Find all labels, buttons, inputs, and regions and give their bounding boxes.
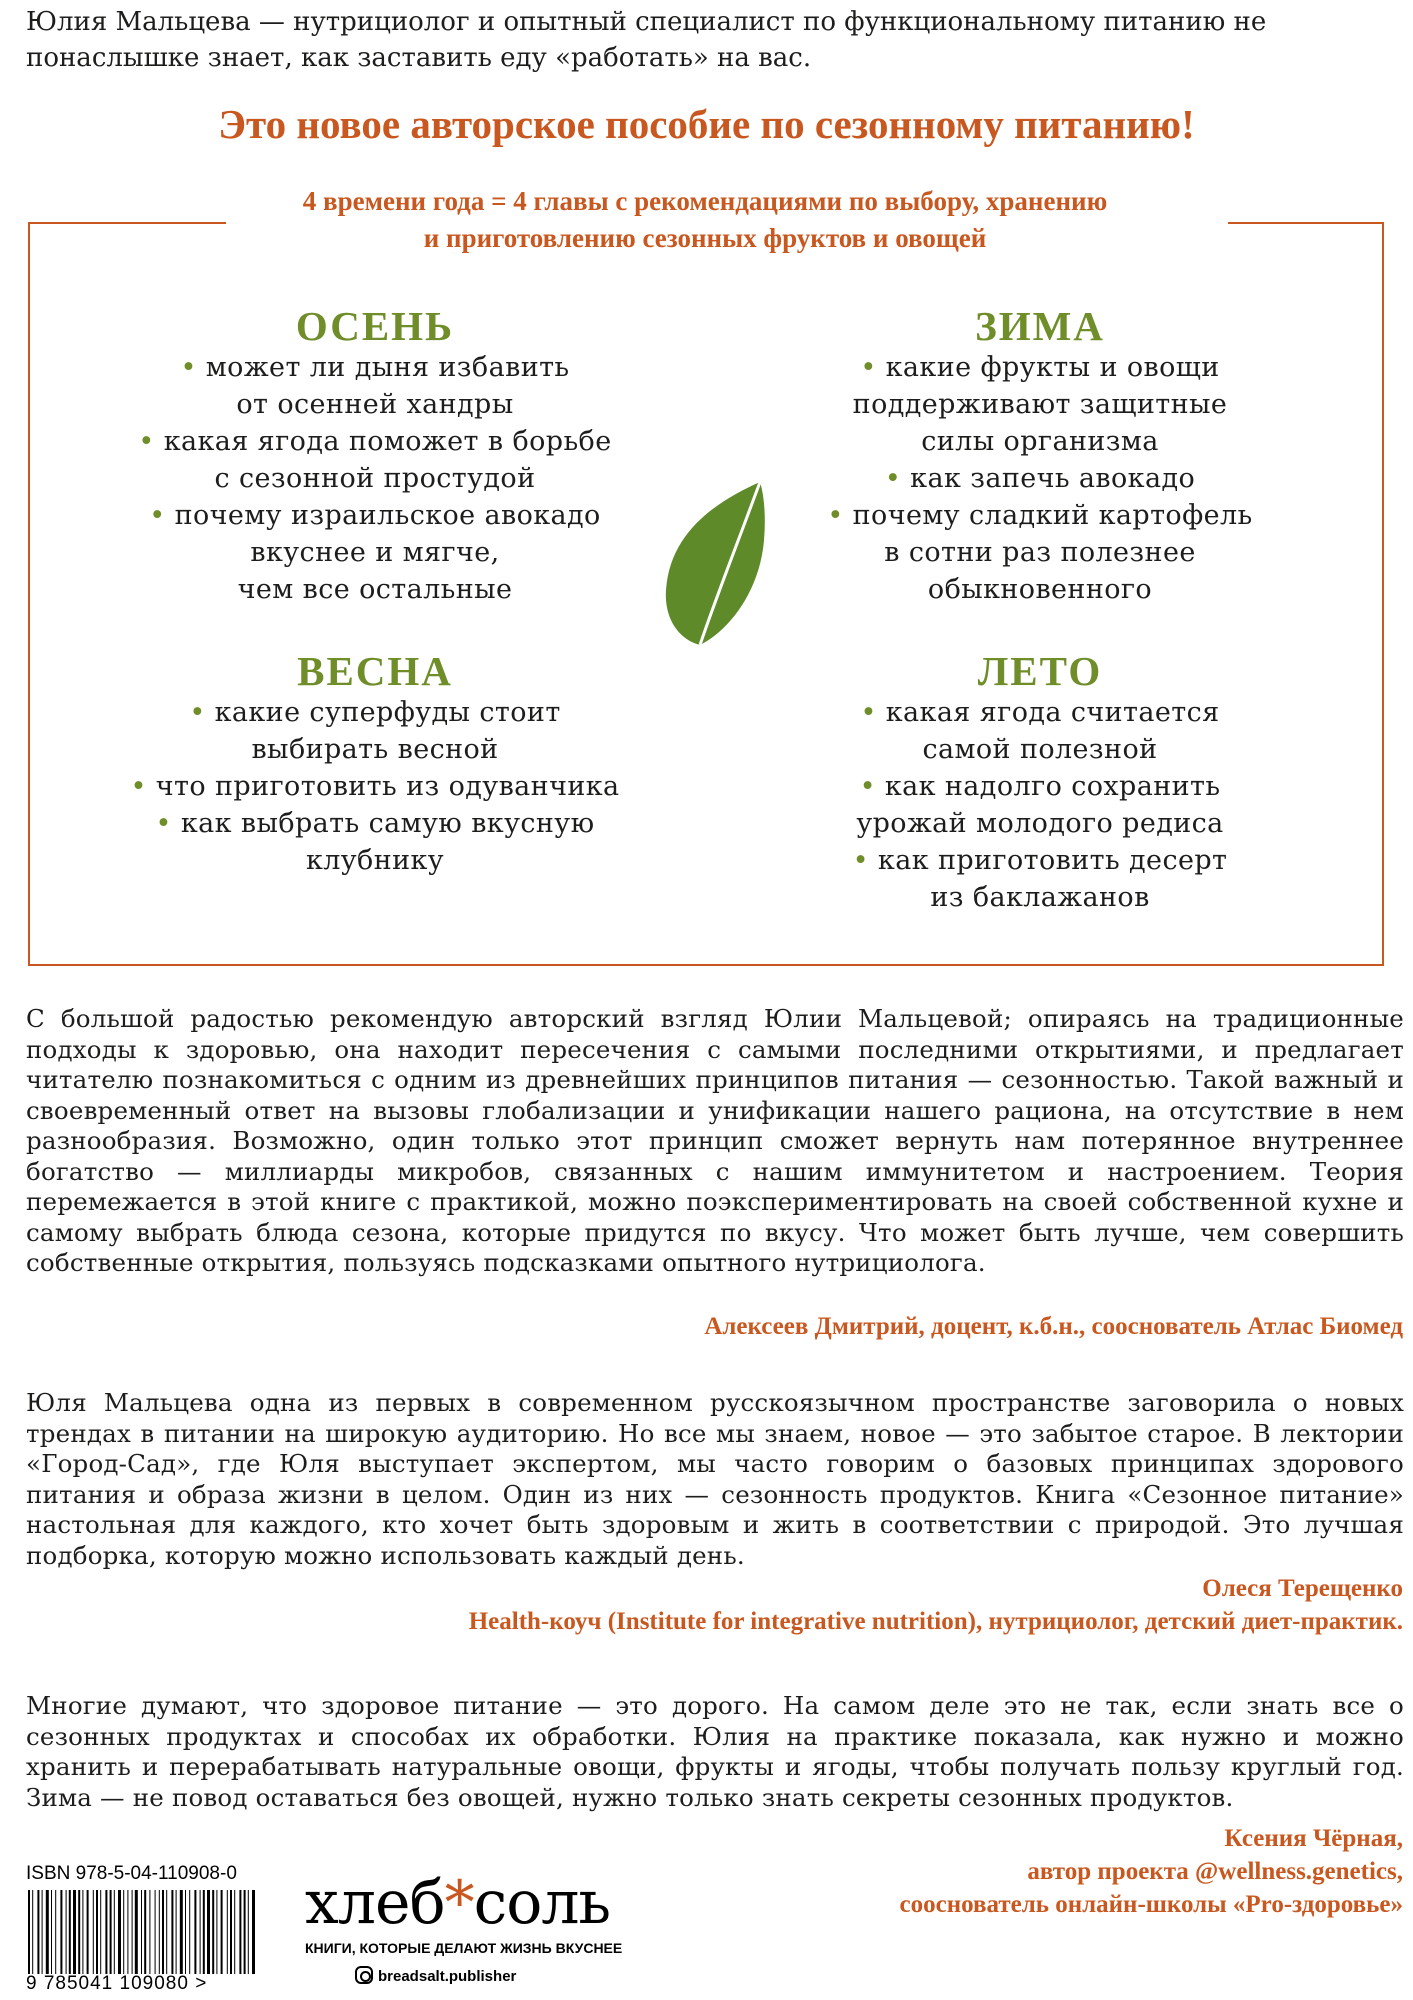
logo-left: хлеб bbox=[305, 1868, 445, 1938]
barcode-bar bbox=[96, 1890, 98, 1974]
barcode-bar bbox=[32, 1890, 33, 1974]
review-1-author: Алексеев Дмитрий, доцент, к.б.н., сооснователь Атлас Биомед bbox=[704, 1313, 1403, 1340]
barcode bbox=[26, 1890, 256, 1976]
barcode-bar bbox=[93, 1890, 94, 1974]
publisher-tagline: КНИГИ, КОТОРЫЕ ДЕЛАЮТ ЖИЗНЬ ВКУСНЕЕ bbox=[305, 1940, 623, 1956]
headline: Это новое авторское пособие по сезонному питанию! bbox=[218, 101, 1195, 147]
barcode-bar bbox=[185, 1890, 186, 1974]
list-item: • почему сладкий картофель в сотни раз полезнее обыкновенного bbox=[740, 497, 1340, 608]
subtitle-line-1: 4 времени года = 4 главы с рекомендациями по выбору, хранению bbox=[302, 186, 1108, 216]
review-3-author-line2: автор проекта @wellness.genetics, bbox=[1027, 1858, 1403, 1885]
barcode-bar bbox=[212, 1890, 214, 1974]
barcode-bar bbox=[252, 1890, 255, 1974]
barcode-number: 9 785041 109080 > bbox=[26, 1973, 208, 1994]
barcode-bar bbox=[230, 1890, 232, 1974]
barcode-bar bbox=[135, 1890, 138, 1974]
barcode-bar bbox=[176, 1890, 177, 1974]
barcode-bar bbox=[28, 1890, 30, 1974]
barcode-bar bbox=[42, 1890, 43, 1974]
list-item: • как выбрать самую вкусную клубнику bbox=[75, 805, 675, 879]
barcode-bar bbox=[239, 1890, 241, 1974]
barcode-bar bbox=[60, 1890, 62, 1974]
list-item: • какие суперфуды стоит выбирать весной bbox=[75, 694, 675, 768]
barcode-bar bbox=[159, 1890, 160, 1974]
barcode-bar bbox=[69, 1890, 71, 1974]
barcode-bar bbox=[55, 1890, 56, 1974]
barcode-bar bbox=[141, 1890, 142, 1974]
season-title-summer: ЛЕТО bbox=[977, 648, 1103, 694]
barcode-bar bbox=[227, 1890, 228, 1974]
barcode-bar bbox=[110, 1890, 112, 1974]
review-2-text: Юля Мальцева одна из первых в современном русскоязычном пространстве заговорила о новых трендах в питании на широкую аудиторию. Но все мы знаем, новое — это забытое старое. В лектории «Город-Сад», где Юля выступает экспертом, мы часто говорим о базовых принципах здорового питания и образа жизни в целом. Один из них — сезонность продуктов. Книга «Сезонное питание» настольная для каждого, кто хочет быть здоровым и жить в соответствии с природой. Это лучшая подборка, которую можно использовать каждый день. bbox=[26, 1388, 1404, 1570]
barcode-bar bbox=[248, 1890, 249, 1974]
season-winter bbox=[740, 303, 1340, 608]
season-summer bbox=[740, 648, 1340, 916]
barcode-bar bbox=[203, 1890, 205, 1974]
barcode-bar bbox=[194, 1890, 196, 1974]
barcode-bar bbox=[82, 1890, 83, 1974]
barcode-bar bbox=[149, 1890, 150, 1974]
list-item: • почему израильское авокадо вкуснее и мягче, чем все остальные bbox=[75, 497, 675, 608]
review-2-author bbox=[469, 1572, 1403, 1638]
season-title-spring: ВЕСНА bbox=[297, 648, 453, 694]
season-title-autumn: ОСЕНЬ bbox=[295, 303, 455, 349]
leaf-icon bbox=[660, 480, 770, 650]
barcode-bar bbox=[87, 1890, 89, 1974]
instagram-handle: breadsalt.publisher bbox=[378, 1968, 517, 1985]
list-item: • как приготовить десерт из баклажанов bbox=[740, 842, 1340, 916]
barcode-bar bbox=[180, 1890, 183, 1974]
review-3-author bbox=[900, 1822, 1404, 1921]
barcode-bar bbox=[66, 1890, 67, 1974]
barcode-bar bbox=[123, 1890, 124, 1974]
barcode-bar bbox=[166, 1890, 167, 1974]
barcode-bar bbox=[132, 1890, 133, 1974]
barcode-bar bbox=[118, 1890, 121, 1974]
barcode-bar bbox=[221, 1890, 223, 1974]
subtitle-line-2: и приготовлению сезонных фруктов и овощей bbox=[423, 223, 987, 253]
barcode-bar bbox=[162, 1890, 164, 1974]
subtitle bbox=[180, 183, 1230, 257]
review-3-author-name: Ксения Чёрная, bbox=[1224, 1825, 1403, 1852]
barcode-bar bbox=[207, 1890, 210, 1974]
barcode-bar bbox=[51, 1890, 52, 1974]
instagram-icon bbox=[355, 1966, 373, 1984]
isbn: ISBN 978-5-04-110908-0 bbox=[26, 1863, 237, 1884]
list-item: • что приготовить из одуванчика bbox=[75, 768, 675, 805]
barcode-bar bbox=[78, 1890, 80, 1974]
review-2-author-name: Олеся Терещенко bbox=[1202, 1575, 1403, 1602]
season-autumn bbox=[75, 303, 675, 608]
list-item: • какая ягода считается самой полезной bbox=[740, 694, 1340, 768]
barcode-bar bbox=[37, 1890, 39, 1974]
barcode-bar bbox=[144, 1890, 146, 1974]
publisher-logo bbox=[305, 1868, 610, 1938]
season-spring bbox=[75, 648, 675, 879]
list-item: • как запечь авокадо bbox=[740, 460, 1340, 497]
barcode-bar bbox=[189, 1890, 190, 1974]
barcode-bar bbox=[200, 1890, 201, 1974]
frame-top-right bbox=[1228, 222, 1384, 224]
list-item: • может ли дыня избавить от осенней хандры bbox=[75, 349, 675, 423]
barcode-bar bbox=[105, 1890, 107, 1974]
list-item: • как надолго сохранить урожай молодого редиса bbox=[740, 768, 1340, 842]
season-title-winter: ЗИМА bbox=[975, 303, 1105, 349]
list-item: • какая ягода поможет в борьбе с сезонной простудой bbox=[75, 423, 675, 497]
barcode-bar bbox=[234, 1890, 235, 1974]
barcode-bar bbox=[114, 1890, 115, 1974]
barcode-bar bbox=[100, 1890, 101, 1974]
review-3-text: Многие думают, что здоровое питание — это дорого. На самом деле это не так, если знать все о сезонных продуктах и способах их обработки. Юлия на практике показала, как нужно и можно хранить и перерабатывать натуральные овощи, фрукты и ягоды, чтобы получать пользу круглый год. Зима — не повод оставаться без овощей, нужно только знать секреты сезонных продуктов. bbox=[26, 1691, 1404, 1812]
barcode-bar bbox=[216, 1890, 217, 1974]
review-3-author-line3: сооснователь онлайн-школы «Pro-здоровье» bbox=[899, 1891, 1403, 1918]
barcode-bar bbox=[244, 1890, 246, 1974]
intro-text: Юлия Мальцева — нутрициолог и опытный специалист по функциональному питанию не понаслышке знает, как заставить еду «работать» на вас. bbox=[26, 7, 1267, 73]
logo-right: соль bbox=[473, 1868, 611, 1938]
barcode-bar bbox=[155, 1890, 156, 1974]
review-2-author-title: Health-коуч (Institute for integrative nutrition), нутрициолог, детский диет-практик. bbox=[468, 1608, 1403, 1635]
barcode-bar bbox=[73, 1890, 76, 1974]
barcode-bar bbox=[127, 1890, 128, 1974]
barcode-bar bbox=[171, 1890, 173, 1974]
barcode-bar bbox=[46, 1890, 49, 1974]
list-item: • какие фрукты и овощи поддерживают защитные силы организма bbox=[740, 349, 1340, 460]
logo-star: * bbox=[444, 1868, 474, 1938]
review-1-text: С большой радостью рекомендую авторский взгляд Юлии Мальцевой; опираясь на традиционные подходы к здоровью, она находит пересечения с самыми последними открытиями, и предлагает читателю познакомиться с одним из древнейших принципов питания — сезонностью. Такой важный и своевременный ответ на вызовы глобализации и унификации нашего рациона, на отсутствие в нем разнообразия. Возможно, один только этот принцип сможет вернуть нам потерянное внутреннее богатство — миллиарды микробов, связанных с нашим иммунитетом и настроением. Теория перемежается в этой книге с практикой, можно поэкспериментировать на своей собственной кухне и самому выбрать блюда сезона, которые придутся по вкусу. Что может быть лучше, чем совершить собственные открытия, пользуясь подсказками опытного нутрициолога. bbox=[26, 1004, 1404, 1277]
